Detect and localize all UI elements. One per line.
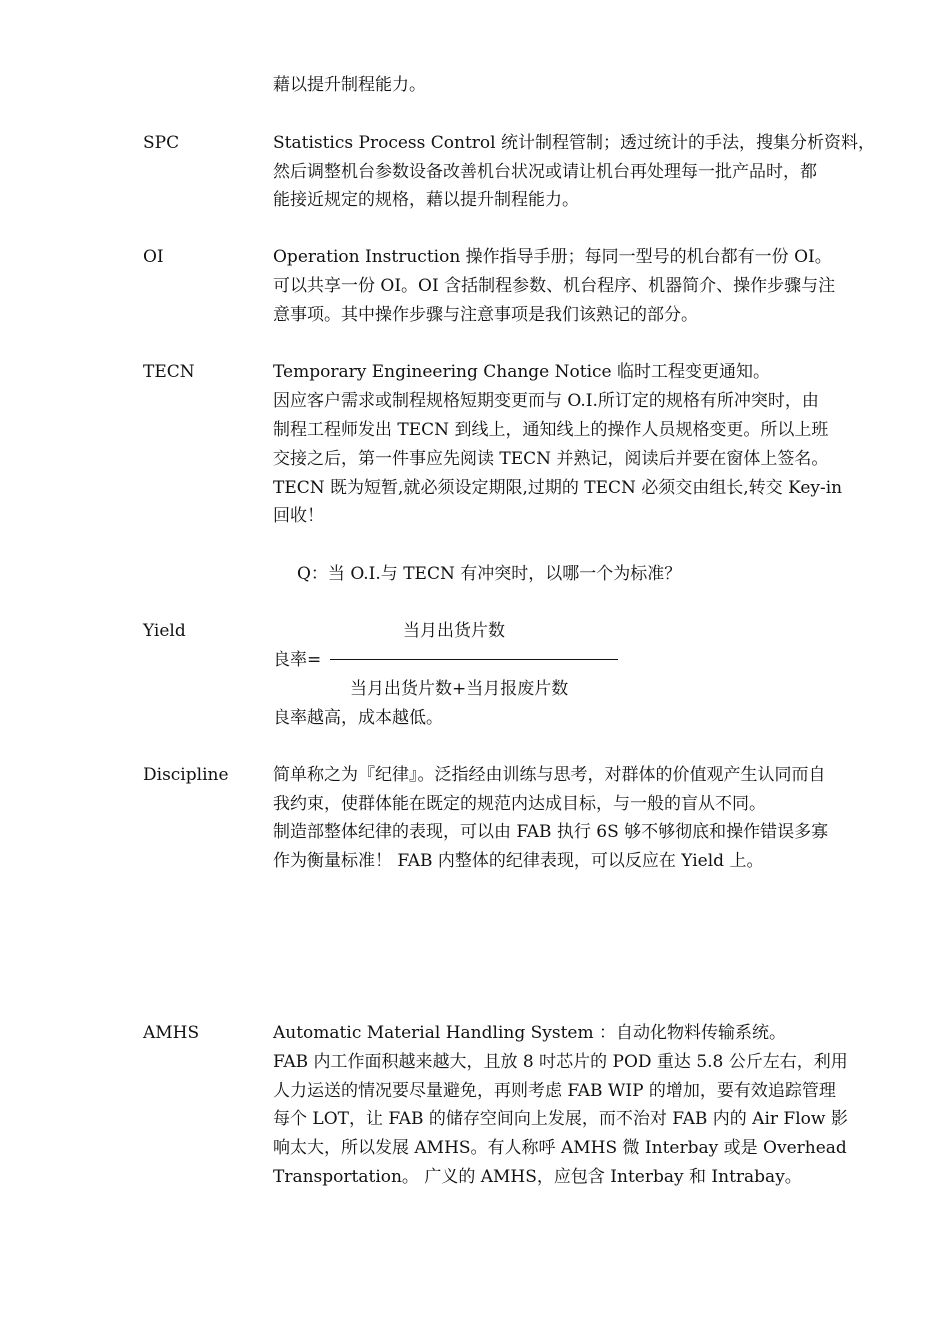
term-tecn: TECN	[143, 362, 195, 382]
yield-denominator: 当月出货片数+当月报废片数	[350, 679, 569, 699]
yield-lhs: 良率=	[273, 650, 322, 670]
tecn-line: 交接之后，第一件事应先阅读 TECN 并熟记，阅读后并要在窗体上签名。	[273, 449, 829, 469]
tecn-line: 制程工程师发出 TECN 到线上，通知线上的操作人员规格变更。所以上班	[273, 420, 829, 440]
amhs-line: 响太大，所以发展 AMHS。有人称呼 AMHS 微 Interbay 或是 Overhead	[273, 1138, 847, 1158]
tecn-question: Q：当 O.I.与 TECN 有冲突时，以哪一个为标准？	[297, 564, 682, 584]
amhs-line: FAB 内工作面积越来越大，且放 8 吋芯片的 POD 重达 5.8 公斤左右，利用	[273, 1052, 848, 1072]
intro-line: 藉以提升制程能力。	[273, 75, 426, 95]
tecn-line: TECN 既为短暂,就必须设定期限,过期的 TECN 必须交由组长,转交 Key-in	[273, 478, 843, 498]
tecn-line: 因应客户需求或制程规格短期变更而与 O.I.所订定的规格有所冲突时，由	[273, 391, 819, 411]
fraction-bar	[330, 659, 618, 660]
term-amhs: AMHS	[143, 1023, 200, 1043]
discipline-line: 简单称之为『纪律』。泛指经由训练与思考，对群体的价值观产生认同而自	[273, 765, 826, 785]
oi-line: 意事项。其中操作步骤与注意事项是我们该熟记的部分。	[273, 305, 698, 325]
spc-line: 然后调整机台参数设备改善机台状况或请让机台再处理每一批产品时，都	[273, 162, 817, 182]
discipline-line: 作为衡量标准！ FAB 内整体的纪律表现，可以反应在 Yield 上。	[273, 851, 764, 871]
discipline-line: 制造部整体纪律的表现，可以由 FAB 执行 6S 够不够彻底和操作错误多寡	[273, 822, 829, 842]
spc-line: Statistics Process Control 统计制程管制；透过统计的手法，搜集分析资料，	[273, 133, 875, 153]
amhs-line: Automatic Material Handling System ：自动化物料传输系统。	[273, 1023, 787, 1043]
yield-numerator: 当月出货片数	[403, 621, 505, 641]
tecn-line: Temporary Engineering Change Notice 临时工程变更通知。	[273, 362, 771, 382]
term-spc: SPC	[143, 133, 180, 153]
term-discipline: Discipline	[143, 765, 229, 785]
spc-line: 能接近规定的规格，藉以提升制程能力。	[273, 190, 579, 210]
discipline-line: 我约束，使群体能在既定的规范内达成目标，与一般的盲从不同。	[273, 794, 766, 814]
term-yield: Yield	[143, 621, 186, 641]
oi-line: Operation Instruction 操作指导手册；每同一型号的机台都有一份 OI。	[273, 247, 832, 267]
amhs-line: Transportation。 广义的 AMHS，应包含 Interbay 和 Intrabay。	[273, 1167, 802, 1187]
amhs-line: 人力运送的情况要尽量避免，再则考虑 FAB WIP 的增加，要有效追踪管理	[273, 1081, 836, 1101]
oi-line: 可以共享一份 OI。OI 含括制程参数、机台程序、机器简介、操作步骤与注	[273, 276, 836, 296]
term-oi: OI	[143, 247, 164, 267]
amhs-line: 每个 LOT，让 FAB 的储存空间向上发展，而不治对 FAB 内的 Air Flow 影	[273, 1109, 848, 1129]
tecn-line: 回收！	[273, 506, 324, 526]
yield-note: 良率越高，成本越低。	[273, 708, 443, 728]
